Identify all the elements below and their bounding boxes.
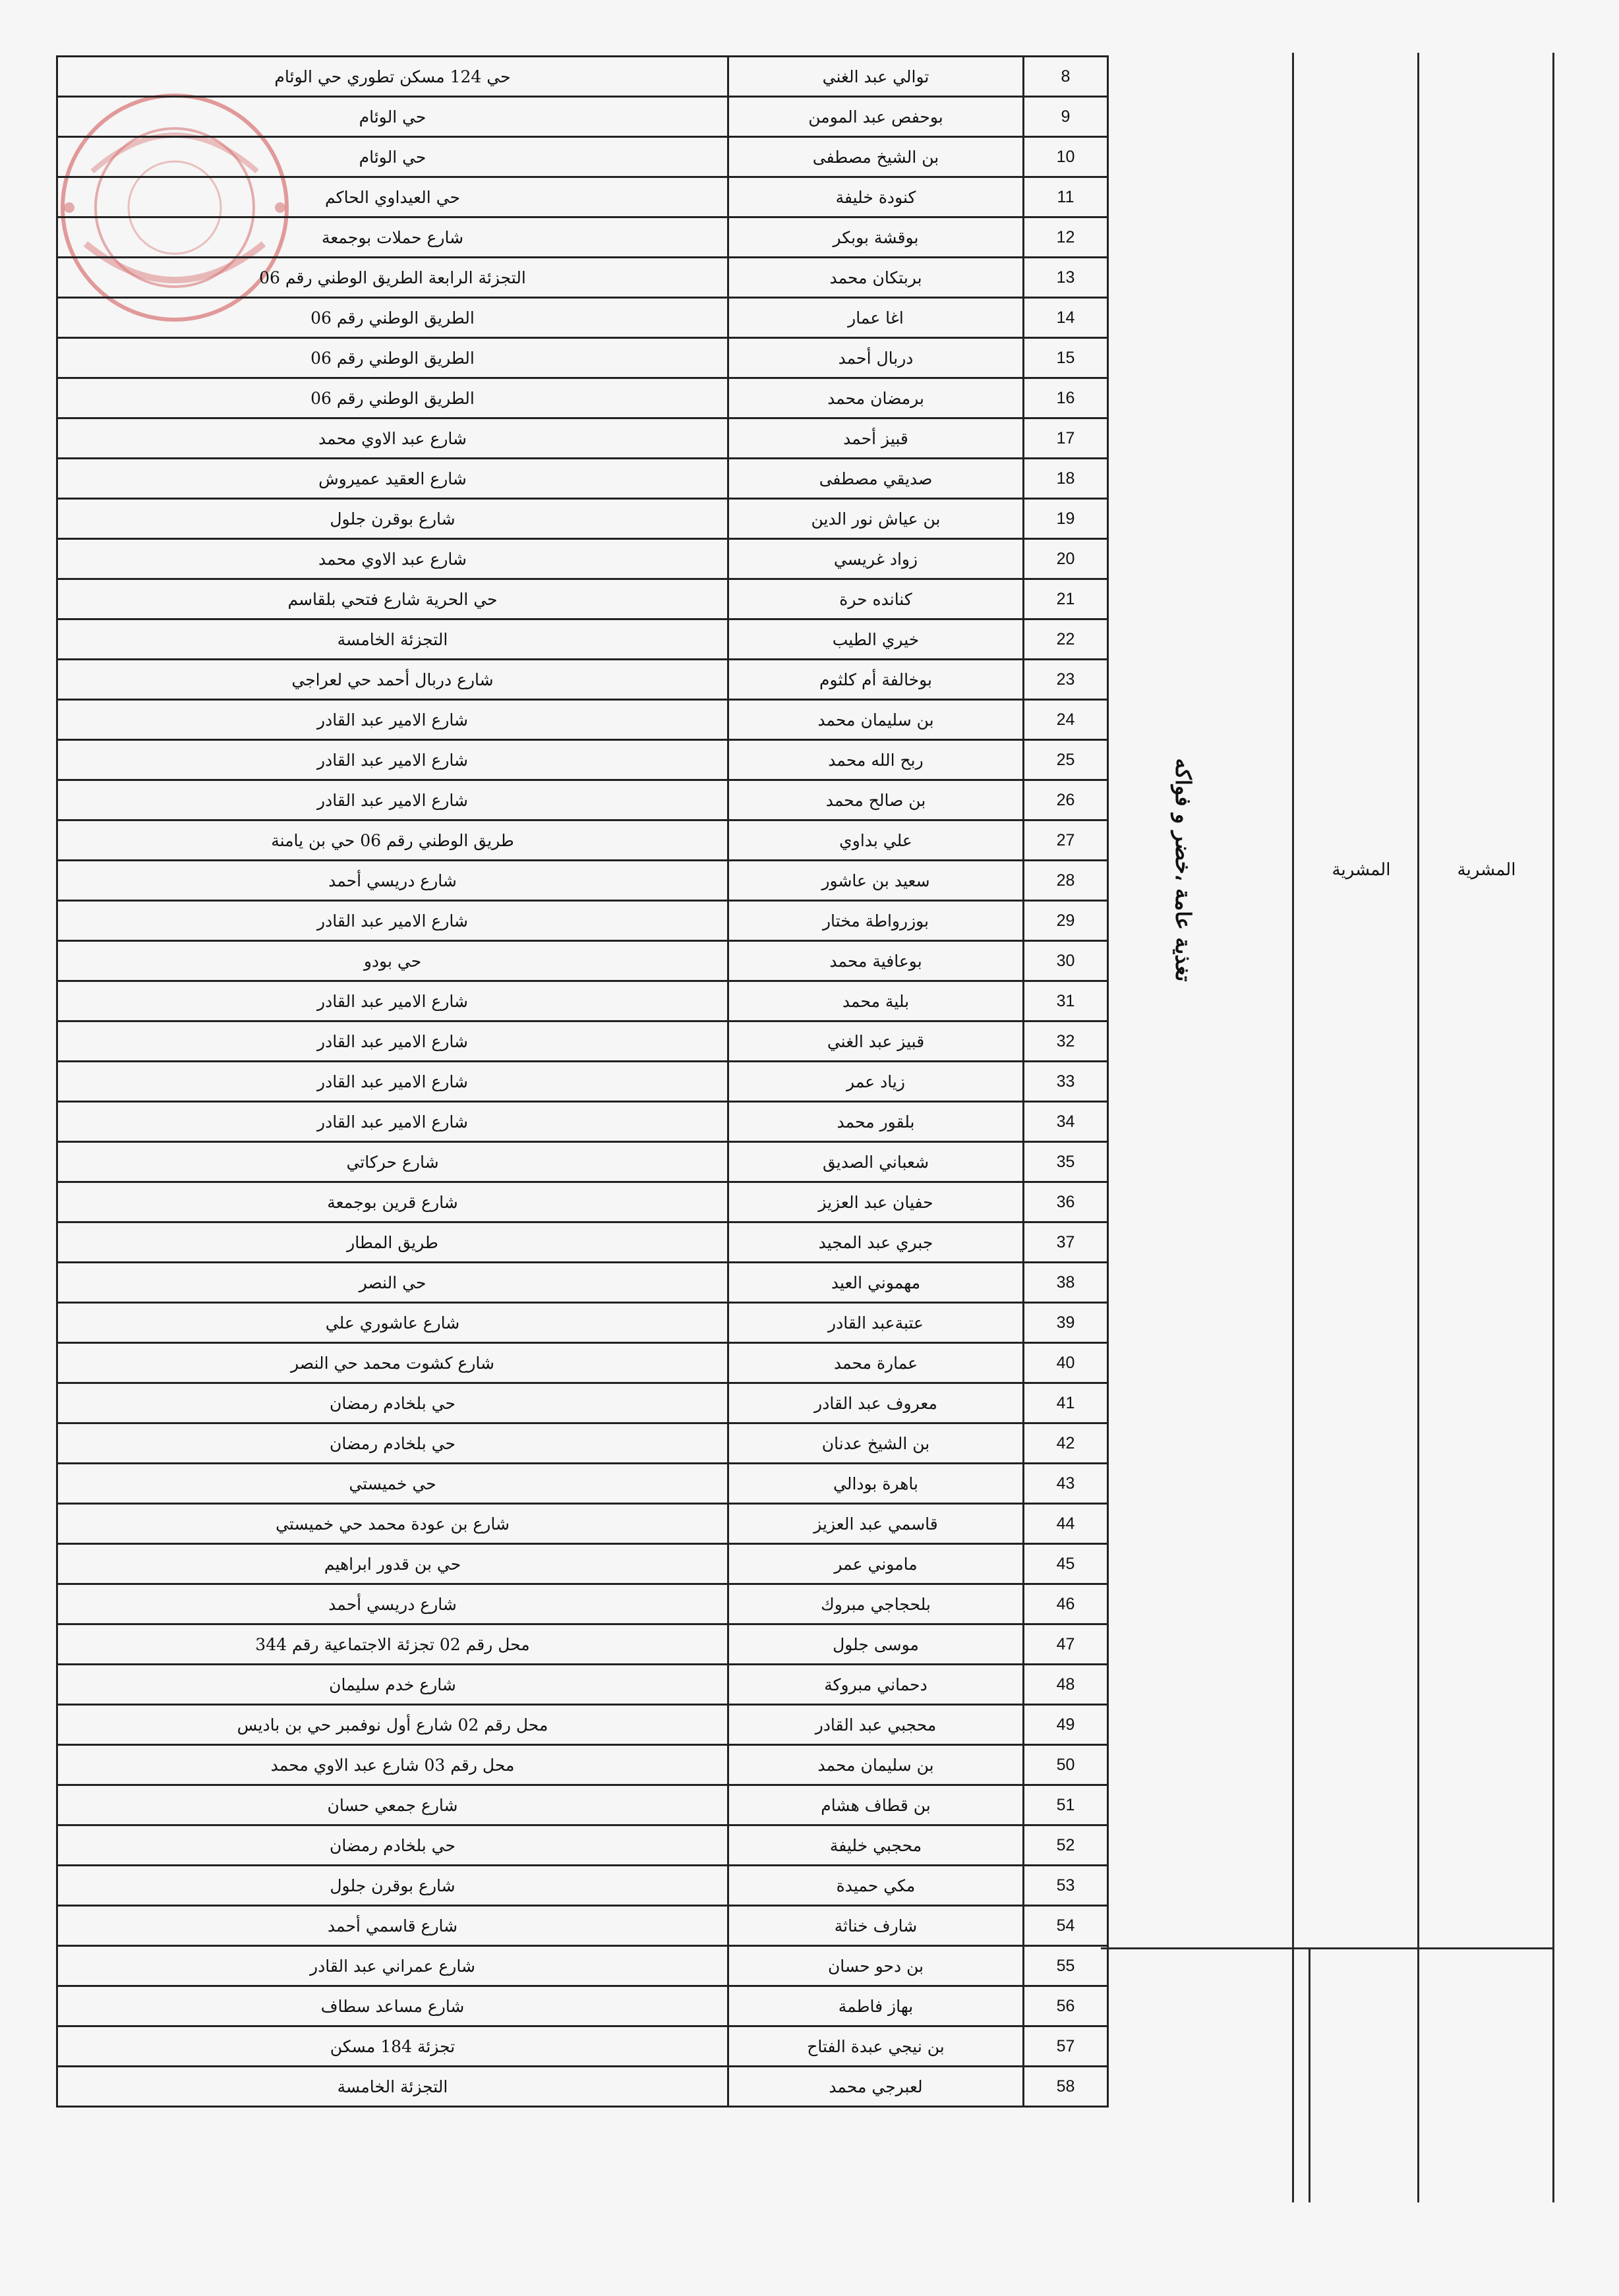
- name-cell: كنانده حرة: [728, 579, 1024, 619]
- address-cell: حي بودو: [57, 941, 728, 981]
- row-number-cell: 48: [1024, 1665, 1108, 1705]
- row-number-cell: 33: [1024, 1062, 1108, 1102]
- address-cell: حي العيداوي الحاكم: [57, 177, 728, 217]
- row-number-cell: 21: [1024, 579, 1108, 619]
- table-row: [57, 901, 1108, 941]
- row-number-cell: 19: [1024, 499, 1108, 539]
- row-number-cell: 32: [1024, 1021, 1108, 1062]
- name-cell: برمضان محمد: [728, 378, 1024, 418]
- row-number-cell: 25: [1024, 740, 1108, 780]
- row-number-cell: 46: [1024, 1584, 1108, 1624]
- name-cell: بن نيجي عبدة الفتاح: [728, 2026, 1024, 2067]
- name-cell: محجبي عبد القادر: [728, 1705, 1024, 1745]
- row-number-cell: 30: [1024, 941, 1108, 981]
- address-cell: حي 124 مسكن تطوري حي الوئام: [57, 57, 728, 97]
- table-row: [57, 1464, 1108, 1504]
- name-cell: بلحجاجي مبروك: [728, 1584, 1024, 1624]
- row-number-cell: 10: [1024, 137, 1108, 177]
- address-cell: حي الوئام: [57, 97, 728, 137]
- name-cell: مهموني العيد: [728, 1263, 1024, 1303]
- row-number-cell: 55: [1024, 1946, 1108, 1986]
- table-row: [57, 2067, 1108, 2107]
- table-row: [57, 1986, 1108, 2026]
- address-cell: شارع الامير عبد القادر: [57, 780, 728, 820]
- table-row: [57, 1182, 1108, 1222]
- address-cell: حي خميستي: [57, 1464, 728, 1504]
- address-cell: شارع الامير عبد القادر: [57, 1062, 728, 1102]
- table-row: [57, 1263, 1108, 1303]
- address-cell: التجزئة الخامسة: [57, 2067, 728, 2107]
- table-row: [57, 1062, 1108, 1102]
- table-row: [57, 1946, 1108, 1986]
- address-cell: شارع دريسي أحمد: [57, 1584, 728, 1624]
- row-number-cell: 58: [1024, 2067, 1108, 2107]
- table-row: [57, 217, 1108, 258]
- table-row: [57, 459, 1108, 499]
- name-cell: عمارة محمد: [728, 1343, 1024, 1383]
- name-cell: زياد عمر: [728, 1062, 1024, 1102]
- row-number-cell: 15: [1024, 338, 1108, 378]
- row-number-cell: 31: [1024, 981, 1108, 1021]
- address-cell: شارع قرين بوجمعة: [57, 1182, 728, 1222]
- address-cell: شارع الامير عبد القادر: [57, 700, 728, 740]
- address-cell: حي النصر: [57, 1263, 728, 1303]
- table-row: [57, 780, 1108, 820]
- table-row: [57, 1825, 1108, 1866]
- address-cell: الطريق الوطني رقم 06: [57, 298, 728, 338]
- merchants-table-body: [57, 57, 1108, 2107]
- row-number-cell: 49: [1024, 1705, 1108, 1745]
- table-row: [57, 861, 1108, 901]
- table-row: [57, 1705, 1108, 1745]
- name-cell: ربح الله محمد: [728, 740, 1024, 780]
- address-cell: حي الوئام: [57, 137, 728, 177]
- table-row: [57, 579, 1108, 619]
- row-number-cell: 34: [1024, 1102, 1108, 1142]
- row-number-cell: 36: [1024, 1182, 1108, 1222]
- name-cell: بن سليمان محمد: [728, 1745, 1024, 1785]
- address-cell: شارع عبد الاوي محمد: [57, 539, 728, 579]
- row-number-cell: 53: [1024, 1866, 1108, 1906]
- name-cell: حفيان عبد العزيز: [728, 1182, 1024, 1222]
- address-cell: التجزئة الخامسة: [57, 619, 728, 660]
- table-row: [57, 941, 1108, 981]
- name-cell: بن الشيخ مصطفى: [728, 137, 1024, 177]
- address-cell: شارع حركاتي: [57, 1142, 728, 1182]
- address-cell: شارع الامير عبد القادر: [57, 740, 728, 780]
- table-row: [57, 539, 1108, 579]
- address-cell: شارع مساعد سطاف: [57, 1986, 728, 2026]
- table-row: [57, 1303, 1108, 1343]
- row-number-cell: 39: [1024, 1303, 1108, 1343]
- column-divider-right-edge: [1552, 53, 1554, 2202]
- address-cell: تجزئة 184 مسكن: [57, 2026, 728, 2067]
- name-cell: قبيز أحمد: [728, 418, 1024, 459]
- row-number-cell: 37: [1024, 1222, 1108, 1263]
- address-cell: محل رقم 02 تجزئة الاجتماعية رقم 344: [57, 1624, 728, 1665]
- address-cell: شارع عمراني عبد القادر: [57, 1946, 728, 1986]
- name-cell: شارف خناثة: [728, 1906, 1024, 1946]
- row-number-cell: 52: [1024, 1825, 1108, 1866]
- table-row: [57, 1544, 1108, 1584]
- name-cell: قاسمي عبد العزيز: [728, 1504, 1024, 1544]
- row-number-cell: 38: [1024, 1263, 1108, 1303]
- table-row: [57, 2026, 1108, 2067]
- table-row: [57, 1665, 1108, 1705]
- row-number-cell: 24: [1024, 700, 1108, 740]
- row-number-cell: 51: [1024, 1785, 1108, 1825]
- address-cell: حي بلخادم رمضان: [57, 1383, 728, 1423]
- table-row: [57, 177, 1108, 217]
- row-number-cell: 54: [1024, 1906, 1108, 1946]
- address-cell: شارع دريسي أحمد: [57, 861, 728, 901]
- address-cell: شارع قاسمي أحمد: [57, 1906, 728, 1946]
- address-cell: شارع بوقرن جلول: [57, 499, 728, 539]
- table-row: [57, 258, 1108, 298]
- column-divider-activity-left: [1292, 53, 1294, 2202]
- name-cell: سعيد بن عاشور: [728, 861, 1024, 901]
- table-row: [57, 1102, 1108, 1142]
- name-cell: بلية محمد: [728, 981, 1024, 1021]
- name-cell: توالي عبد الغني: [728, 57, 1024, 97]
- row-number-cell: 45: [1024, 1544, 1108, 1584]
- name-cell: اغا عمار: [728, 298, 1024, 338]
- row-number-cell: 23: [1024, 660, 1108, 700]
- address-cell: شارع بن عودة محمد حي خميستي: [57, 1504, 728, 1544]
- name-cell: كنودة خليفة: [728, 177, 1024, 217]
- table-row: [57, 418, 1108, 459]
- table-row: [57, 1866, 1108, 1906]
- address-cell: شارع الامير عبد القادر: [57, 981, 728, 1021]
- address-cell: حي الحرية شارع فتحي بلقاسم: [57, 579, 728, 619]
- table-row: [57, 820, 1108, 861]
- municipality-label-2: المشرية: [1457, 860, 1516, 880]
- address-cell: طريق المطار: [57, 1222, 728, 1263]
- name-cell: بلقور محمد: [728, 1102, 1024, 1142]
- address-cell: حي بلخادم رمضان: [57, 1423, 728, 1464]
- row-number-cell: 26: [1024, 780, 1108, 820]
- address-cell: شارع حملات بوجمعة: [57, 217, 728, 258]
- table-row: [57, 378, 1108, 418]
- row-number-cell: 20: [1024, 539, 1108, 579]
- table-row: [57, 981, 1108, 1021]
- table-row: [57, 499, 1108, 539]
- address-cell: شارع خدم سليمان: [57, 1665, 728, 1705]
- name-cell: جبري عبد المجيد: [728, 1222, 1024, 1263]
- table-row: [57, 1423, 1108, 1464]
- row-number-cell: 22: [1024, 619, 1108, 660]
- table-row: [57, 1343, 1108, 1383]
- table-row: [57, 619, 1108, 660]
- table-row: [57, 1142, 1108, 1182]
- address-cell: شارع جمعي حسان: [57, 1785, 728, 1825]
- row-number-cell: 41: [1024, 1383, 1108, 1423]
- table-row: [57, 1383, 1108, 1423]
- table-row: [57, 1021, 1108, 1062]
- name-cell: بوقشة بوبكر: [728, 217, 1024, 258]
- address-cell: شارع عبد الاوي محمد: [57, 418, 728, 459]
- row-number-cell: 27: [1024, 820, 1108, 861]
- address-cell: حي بلخادم رمضان: [57, 1825, 728, 1866]
- name-cell: قبيز عبد الغني: [728, 1021, 1024, 1062]
- name-cell: علي بداوي: [728, 820, 1024, 861]
- column-divider-municipality: [1417, 53, 1419, 2202]
- name-cell: دربال أحمد: [728, 338, 1024, 378]
- table-row: [57, 1906, 1108, 1946]
- address-cell: محل رقم 02 شارع أول نوفمبر حي بن باديس: [57, 1705, 728, 1745]
- address-cell: شارع العقيد عميروش: [57, 459, 728, 499]
- table-row: [57, 1624, 1108, 1665]
- address-cell: شارع دربال أحمد حي لعراجي: [57, 660, 728, 700]
- name-cell: بوزرواطة مختار: [728, 901, 1024, 941]
- address-cell: الطريق الوطني رقم 06: [57, 378, 728, 418]
- row-number-cell: 8: [1024, 57, 1108, 97]
- row-number-cell: 16: [1024, 378, 1108, 418]
- row-number-cell: 9: [1024, 97, 1108, 137]
- row-number-cell: 13: [1024, 258, 1108, 298]
- address-cell: التجزئة الرابعة الطريق الوطني رقم 06: [57, 258, 728, 298]
- name-cell: مكي حميدة: [728, 1866, 1024, 1906]
- name-cell: معروف عبد القادر: [728, 1383, 1024, 1423]
- address-cell: شارع الامير عبد القادر: [57, 901, 728, 941]
- row-number-cell: 47: [1024, 1624, 1108, 1665]
- address-cell: شارع كشوت محمد حي النصر: [57, 1343, 728, 1383]
- name-cell: خيري الطيب: [728, 619, 1024, 660]
- address-cell: حي بن قدور ابراهيم: [57, 1544, 728, 1584]
- municipality-label-1: المشرية: [1332, 860, 1391, 880]
- address-cell: محل رقم 03 شارع عبد الاوي محمد: [57, 1745, 728, 1785]
- table-row: [57, 57, 1108, 97]
- table-row: [57, 97, 1108, 137]
- name-cell: دحماني مبروكة: [728, 1665, 1024, 1705]
- row-number-cell: 56: [1024, 1986, 1108, 2026]
- row-number-cell: 50: [1024, 1745, 1108, 1785]
- table-row: [57, 740, 1108, 780]
- row-number-cell: 18: [1024, 459, 1108, 499]
- name-cell: ماموني عمر: [728, 1544, 1024, 1584]
- address-cell: شارع عاشوري علي: [57, 1303, 728, 1343]
- table-row: [57, 1504, 1108, 1544]
- row-number-cell: 17: [1024, 418, 1108, 459]
- row-number-cell: 11: [1024, 177, 1108, 217]
- name-cell: لعبرجي محمد: [728, 2067, 1024, 2107]
- name-cell: محجبي خليفة: [728, 1825, 1024, 1866]
- name-cell: بن قطاف هشام: [728, 1785, 1024, 1825]
- table-row: [57, 1584, 1108, 1624]
- address-cell: طريق الوطني رقم 06 حي بن يامنة: [57, 820, 728, 861]
- merchants-table: [56, 55, 1109, 2108]
- table-row: [57, 660, 1108, 700]
- row-number-cell: 14: [1024, 298, 1108, 338]
- address-cell: شارع الامير عبد القادر: [57, 1021, 728, 1062]
- name-cell: موسى جلول: [728, 1624, 1024, 1665]
- row-number-cell: 35: [1024, 1142, 1108, 1182]
- activity-text: تغذية عامة ،خضر و فواكه: [1171, 758, 1196, 982]
- table-row: [57, 338, 1108, 378]
- table-row: [57, 298, 1108, 338]
- name-cell: بن الشيخ عدنان: [728, 1423, 1024, 1464]
- name-cell: بوعافية محمد: [728, 941, 1024, 981]
- name-cell: باهرة بودالي: [728, 1464, 1024, 1504]
- row-number-cell: 57: [1024, 2026, 1108, 2067]
- table-row: [57, 1745, 1108, 1785]
- row-number-cell: 40: [1024, 1343, 1108, 1383]
- row-number-cell: 43: [1024, 1464, 1108, 1504]
- name-cell: بن عياش نور الدين: [728, 499, 1024, 539]
- name-cell: بوخالفة أم كلثوم: [728, 660, 1024, 700]
- name-cell: بن صالح محمد: [728, 780, 1024, 820]
- name-cell: بوحفص عبد المومن: [728, 97, 1024, 137]
- address-cell: الطريق الوطني رقم 06: [57, 338, 728, 378]
- name-cell: بربتكان محمد: [728, 258, 1024, 298]
- row-number-cell: 42: [1024, 1423, 1108, 1464]
- row-number-cell: 12: [1024, 217, 1108, 258]
- address-cell: شارع بوقرن جلول: [57, 1866, 728, 1906]
- table-row: [57, 1785, 1108, 1825]
- name-cell: صديقي مصطفى: [728, 459, 1024, 499]
- name-cell: بن سليمان محمد: [728, 700, 1024, 740]
- table-row: [57, 137, 1108, 177]
- column-divider-activity-right: [1309, 1947, 1310, 2202]
- name-cell: عتبةعبد القادر: [728, 1303, 1024, 1343]
- table-row: [57, 1222, 1108, 1263]
- section-divider-line: [1101, 1947, 1554, 1949]
- name-cell: زواد غريسي: [728, 539, 1024, 579]
- name-cell: بهاز فاطمة: [728, 1986, 1024, 2026]
- name-cell: شعباني الصديق: [728, 1142, 1024, 1182]
- name-cell: بن دحو حسان: [728, 1946, 1024, 1986]
- table-row: [57, 700, 1108, 740]
- row-number-cell: 28: [1024, 861, 1108, 901]
- row-number-cell: 29: [1024, 901, 1108, 941]
- row-number-cell: 44: [1024, 1504, 1108, 1544]
- address-cell: شارع الامير عبد القادر: [57, 1102, 728, 1142]
